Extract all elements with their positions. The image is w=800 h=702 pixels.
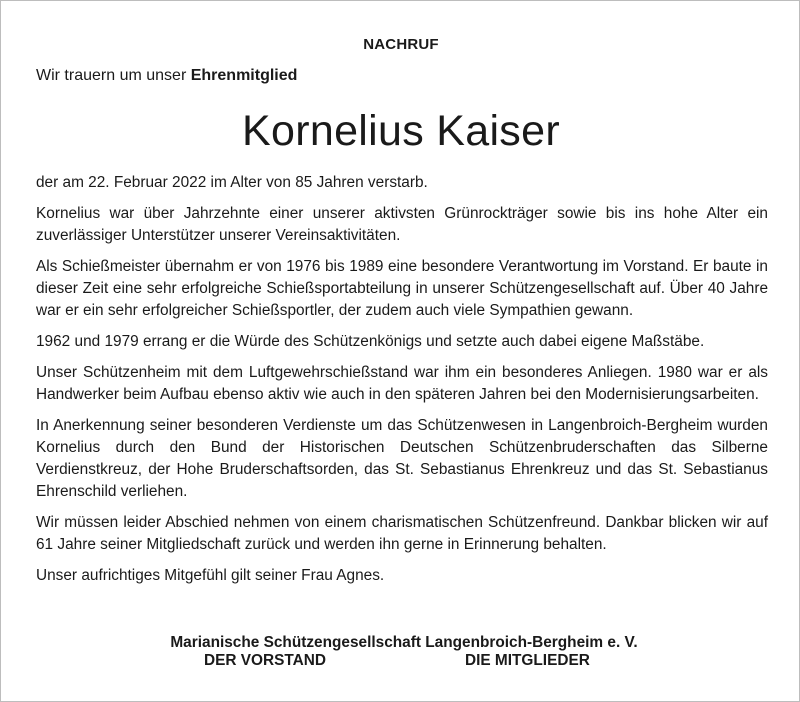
intro-line	[36, 67, 297, 85]
signature-board: DER VORSTAND	[204, 652, 326, 669]
paragraph-membership: Kornelius war über Jahrzehnte einer unserer aktivsten Grünrockträger sowie bis ins hohe Alter ein zuverlässiger Unterstützer unserer Vereinsaktivitäten.	[36, 205, 768, 244]
signature-row	[1, 652, 800, 674]
deceased-name: Kornelius Kaiser	[242, 107, 560, 155]
paragraph-clubhouse: Unser Schützenheim mit dem Luftgewehrschießstand war ihm ein besonderes Anliegen. 1980 war er als Handwerker beim Aufbau ebenso aktiv wie auch in den späteren Jahren bei den Modernisierungsarbeiten.	[36, 364, 768, 403]
paragraph-king: 1962 und 1979 errang er die Würde des Schützenkönigs und setzte auch dabei eigene Maßstäbe.	[36, 333, 705, 350]
signature-block	[1, 634, 800, 674]
notice-heading: NACHRUF	[363, 36, 439, 53]
paragraph-shooting-master: Als Schießmeister übernahm er von 1976 bis 1989 eine besondere Verantwortung im Vorstand. Er baute in dieser Zeit eine sehr erfolgreiche Schießsportabteilung in unserer Schützengesellschaft auf. Über 40 Jahre war er ein sehr erfolgreicher Schießsportler, der zudem auch viele Sympathien gewann.	[36, 258, 768, 319]
signature-organization: Marianische Schützengesellschaft Langenbroich-Bergheim e. V.	[170, 634, 638, 651]
intro-honorary-member: Ehrenmitglied	[190, 67, 298, 84]
signature-members: DIE MITGLIEDER	[465, 652, 590, 669]
intro-text: Wir trauern um unser	[36, 67, 191, 84]
paragraph-death-date: der am 22. Februar 2022 im Alter von 85 Jahren verstarb.	[36, 174, 428, 191]
obituary-body	[36, 172, 768, 596]
paragraph-honors: In Anerkennung seiner besonderen Verdienste um das Schützenwesen in Langenbroich-Bergheim wurden Kornelius durch den Bund der Historischen Deutschen Schützenbruderschaften das Silberne Verdienstkreuz, der Hohe Bruderschaftsorden, das St. Sebastianus Ehrenkreuz und das St. Sebastianus Ehrenschild verliehen.	[36, 417, 768, 500]
paragraph-condolences: Unser aufrichtiges Mitgefühl gilt seiner Frau Agnes.	[36, 567, 385, 584]
paragraph-farewell: Wir müssen leider Abschied nehmen von einem charismatischen Schützenfreund. Dankbar blicken wir auf 61 Jahre seiner Mitgliedschaft zurück und werden ihn gerne in Erinnerung behalten.	[36, 514, 768, 553]
